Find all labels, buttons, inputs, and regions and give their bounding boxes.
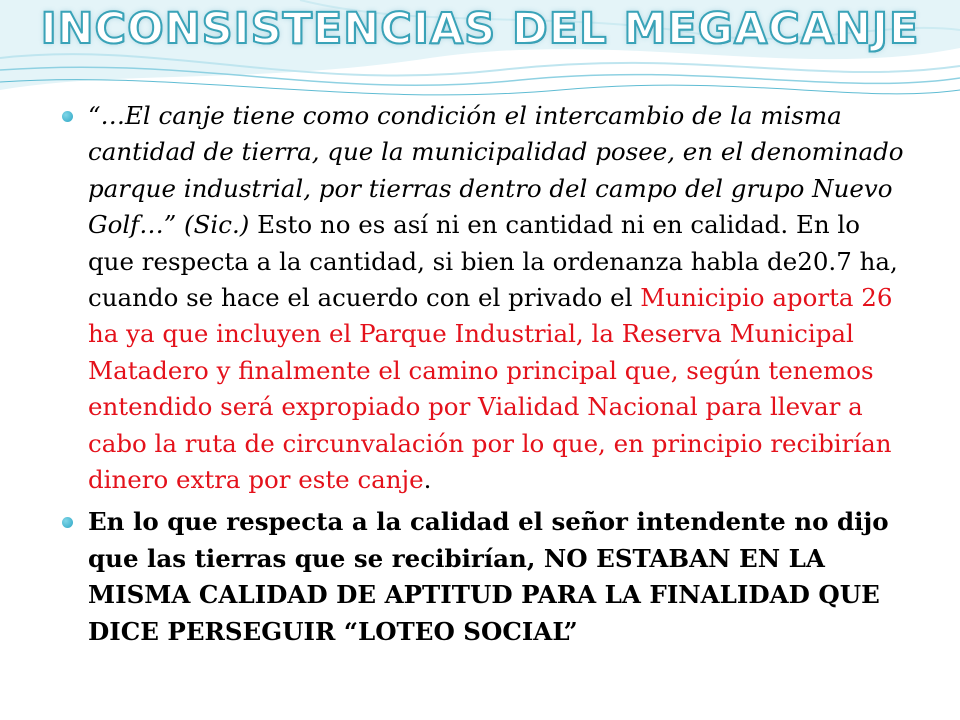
sentence-end: . xyxy=(423,465,432,495)
bullet-item-2 xyxy=(60,504,910,650)
highlighted-text: Municipio aporta 26 ha ya que incluyen el Parque Industrial, la Reserva Municipal Matadero y finalmente el camino principal que, según tenemos entendido será expropiado por Vialidad Nacional para llevar a cabo la ruta de circunvalación por lo que, en principio recibirían dinero extra por este canje xyxy=(88,283,893,495)
quote-text: “…El canje tiene como condición el intercambio de la misma cantidad de tierra, que la municipalidad posee, en el denominado parque industrial, por tierras dentro del campo del grupo Nuevo Golf…” (Sic.) xyxy=(88,101,904,240)
bullet-dot-icon xyxy=(62,517,73,528)
bold-text: En lo que respecta a la calidad el señor intendente no dijo que las tierras que se recibirían, NO ESTABAN EN LA MISMA CALIDAD DE APTITUD PARA LA FINALIDAD QUE DICE PERSEGUIR “LOTEO SOCIAL” xyxy=(88,507,889,646)
bullet-item-1 xyxy=(60,98,910,498)
body-text: Esto no es así ni en cantidad ni en calidad. En lo que respecta a la cantidad, si bien la ordenanza habla de20.7 ha, cuando se hace el acuerdo con el privado el xyxy=(88,210,898,313)
slide-body xyxy=(60,98,910,650)
slide-title: INCONSISTENCIAS DEL MEGACANJE xyxy=(40,4,920,54)
bullet-dot-icon xyxy=(62,111,73,122)
